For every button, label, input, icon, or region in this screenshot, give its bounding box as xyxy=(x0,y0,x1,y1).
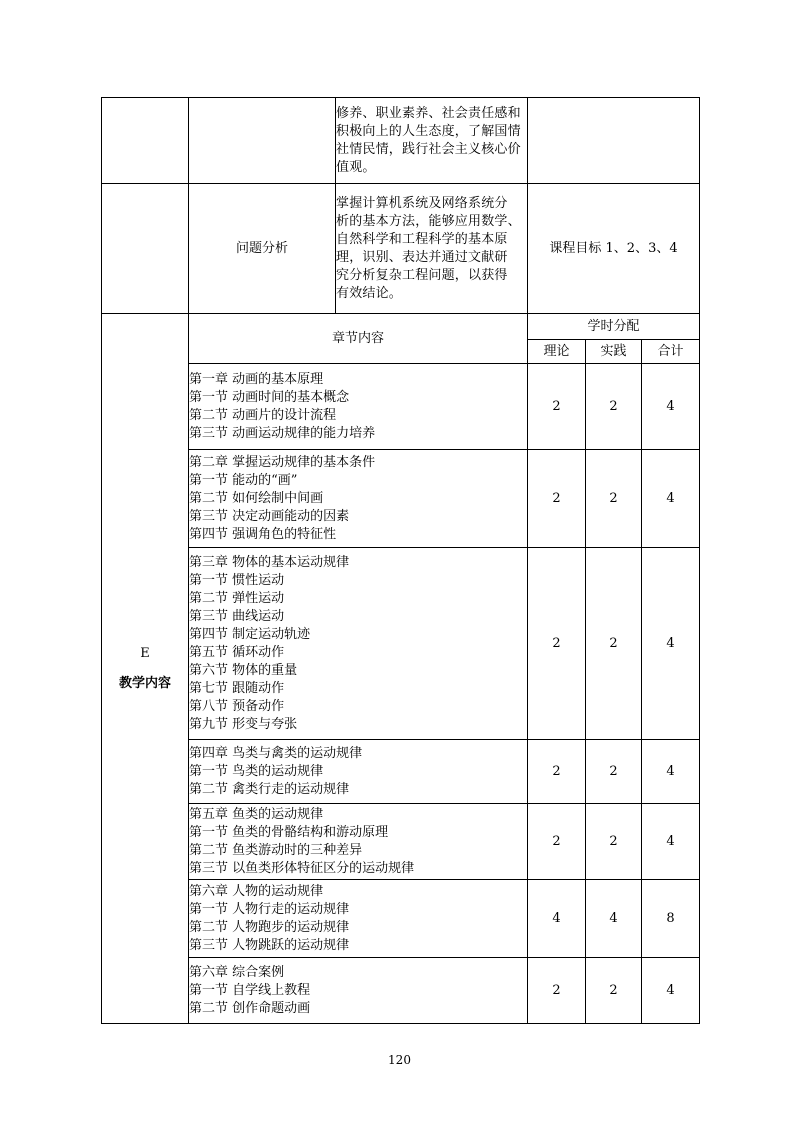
total-hours: 4 xyxy=(642,364,700,450)
chapter-content-cell: 第三章 物体的基本运动规律 第一节 惯性运动 第二节 弹性运动 第三节 曲线运动 第四节 制定运动轨迹 第五节 循环动作 第六节 物体的重量 第七节 跟随动作 第八节 预备动作 第九节 形变与夸张 xyxy=(189,548,528,740)
chapter-content-cell: 第二章 掌握运动规律的基本条件 第一节 能动的“画” 第二节 如何绘制中间画 第三节 决定动画能动的因素 第四节 强调角色的特征性 xyxy=(189,450,528,548)
theory-hours: 2 xyxy=(528,804,586,880)
objective-row-2 xyxy=(102,184,700,314)
chapter-row xyxy=(102,740,700,804)
chapter-content-cell: 第六章 综合案例 第一节 自学线上教程 第二节 创作命题动画 xyxy=(189,958,528,1024)
objective-row-1 xyxy=(102,98,700,184)
syllabus-table xyxy=(101,97,700,1024)
section-title: 教学内容 xyxy=(118,675,171,691)
theory-hours: 2 xyxy=(528,958,586,1024)
objective-item-cell xyxy=(189,184,336,314)
practice-hours: 2 xyxy=(586,548,642,740)
objective-goal-cell xyxy=(528,184,700,314)
practice-hours: 2 xyxy=(586,450,642,548)
theory-hours: 2 xyxy=(528,364,586,450)
header-row-1 xyxy=(102,314,700,340)
objective-item-cell xyxy=(189,98,336,184)
blank-section-cell xyxy=(102,98,189,184)
theory-hours: 2 xyxy=(528,548,586,740)
blank-section-cell xyxy=(102,184,189,314)
chapter-content-cell: 第五章 鱼类的运动规律 第一节 鱼类的骨骼结构和游动原理 第二节 鱼类游动时的三种差异 第三节 以鱼类形体特征区分的运动规律 xyxy=(189,804,528,880)
objective-description-cell: 掌握计算机系统及网络系统分 析的基本方法，能够应用数学、 自然科学和工程科学的基本原 理，识别、表达并通过文献研 究分析复杂工程问题，以获得 有效结论。 xyxy=(336,184,528,314)
section-letter: E xyxy=(140,645,150,661)
practice-hours: 2 xyxy=(586,958,642,1024)
practice-header: 实践 xyxy=(586,340,642,364)
practice-hours: 4 xyxy=(586,880,642,958)
chapter-row xyxy=(102,804,700,880)
hours-header: 学时分配 xyxy=(528,314,700,340)
total-hours: 4 xyxy=(642,804,700,880)
practice-hours: 2 xyxy=(586,740,642,804)
total-hours: 4 xyxy=(642,548,700,740)
practice-hours: 2 xyxy=(586,804,642,880)
theory-hours: 2 xyxy=(528,740,586,804)
section-cell xyxy=(102,314,189,1024)
objective-item-label: 问题分析 xyxy=(235,240,288,256)
total-header: 合计 xyxy=(642,340,700,364)
course-goal-label: 课程目标 1、2、3、4 xyxy=(549,240,678,256)
chapter-content-cell: 第一章 动画的基本原理 第一节 动画时间的基本概念 第二节 动画片的设计流程 第三节 动画运动规律的能力培养 xyxy=(189,364,528,450)
chapter-row xyxy=(102,450,700,548)
chapter-row xyxy=(102,880,700,958)
objective-description-cell: 修养、职业素养、社会责任感和 积极向上的人生态度，了解国情 社情民情，践行社会主义核心价 值观。 xyxy=(336,98,528,184)
total-hours: 4 xyxy=(642,450,700,548)
total-hours: 4 xyxy=(642,740,700,804)
theory-hours: 4 xyxy=(528,880,586,958)
theory-hours: 2 xyxy=(528,450,586,548)
chapter-row xyxy=(102,958,700,1024)
total-hours: 8 xyxy=(642,880,700,958)
theory-header: 理论 xyxy=(528,340,586,364)
chapter-content-header: 章节内容 xyxy=(189,314,528,364)
page-number: 120 xyxy=(388,1053,411,1067)
chapter-row xyxy=(102,364,700,450)
chapter-row xyxy=(102,548,700,740)
total-hours: 4 xyxy=(642,958,700,1024)
chapter-content-cell: 第六章 人物的运动规律 第一节 人物行走的运动规律 第二节 人物跑步的运动规律 第三节 人物跳跃的运动规律 xyxy=(189,880,528,958)
practice-hours: 2 xyxy=(586,364,642,450)
objective-goal-cell xyxy=(528,98,700,184)
chapter-content-cell: 第四章 鸟类与禽类的运动规律 第一节 鸟类的运动规律 第二节 禽类行走的运动规律 xyxy=(189,740,528,804)
